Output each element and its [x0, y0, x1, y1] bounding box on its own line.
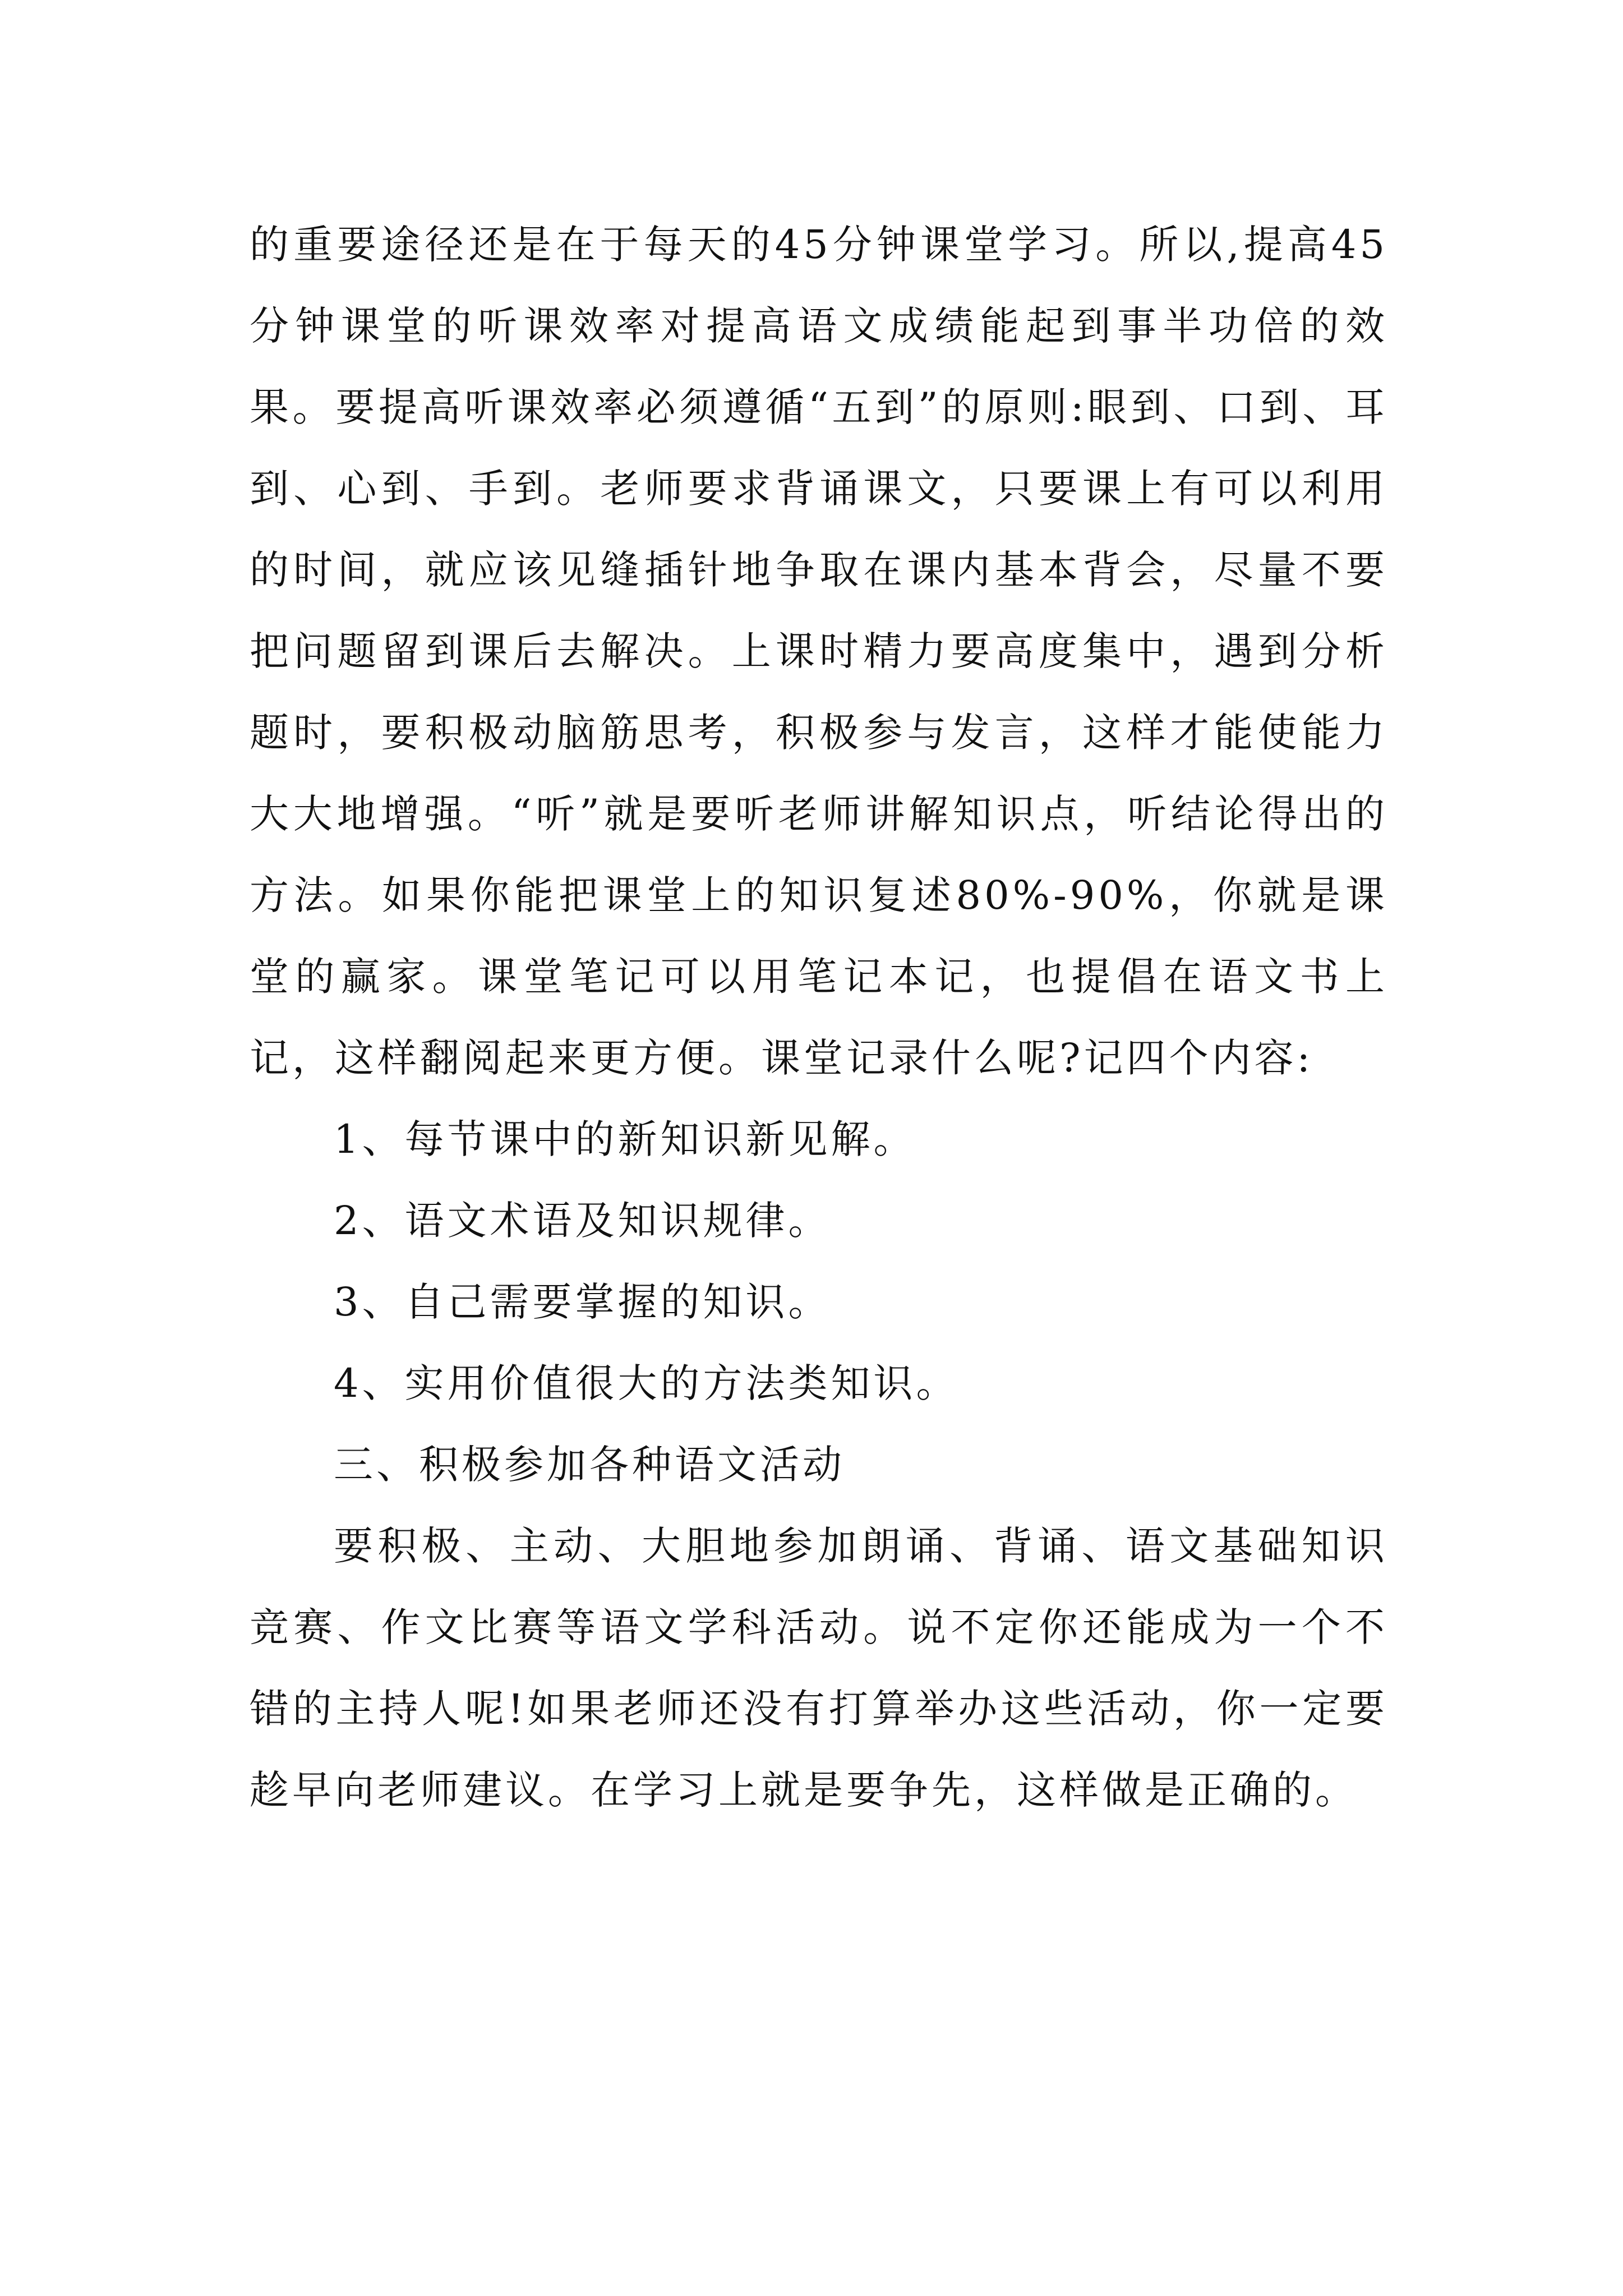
list-item-2: 2、语文术语及知识规律。 — [334, 1198, 831, 1244]
section-heading: 三、积极参加各种语文活动 — [334, 1442, 845, 1488]
list-item-1: 1、每节课中的新知识新见解。 — [334, 1116, 916, 1162]
list-item-3: 3、自己需要掌握的知识。 — [334, 1279, 831, 1325]
paragraph-listening-efficiency: 的重要途径还是在于每天的45分钟课堂学习。所以,提高45分钟课堂的听课效率对提高语文成绩能起到事半功倍的效果。要提高听课效率必须遵循“五到”的原则:眼到、口到、耳到、心到、手到。老师要求背诵课文，只要课上有可以利用的时间，就应该见缝插针地争取在课内基本背会，尽量不要把问题留到课后去解决。上课时精力要高度集中，遇到分析题时，要积极动脑筋思考，积极参与发言，这样才能使能力大大地增强。“听”就是要听老师讲解知识点，听结论得出的方法。如果你能把课堂上的知识复述80%-90%，你就是课堂的赢家。课堂笔记可以用笔记本记，也提倡在语文书上记，这样翻阅起来更方便。课堂记录什么呢?记四个内容: — [250, 222, 1388, 1081]
document-body — [250, 204, 1388, 1831]
paragraph-activities: 要积极、主动、大胆地参加朗诵、背诵、语文基础知识竞赛、作文比赛等语文学科活动。说不定你还能成为一个不错的主持人呢!如果老师还没有打算举办这些活动，你一定要趁早向老师建议。在学习上就是要争先，这样做是正确的。 — [250, 1523, 1388, 1813]
list-item-4: 4、实用价值很大的方法类知识。 — [334, 1360, 959, 1406]
